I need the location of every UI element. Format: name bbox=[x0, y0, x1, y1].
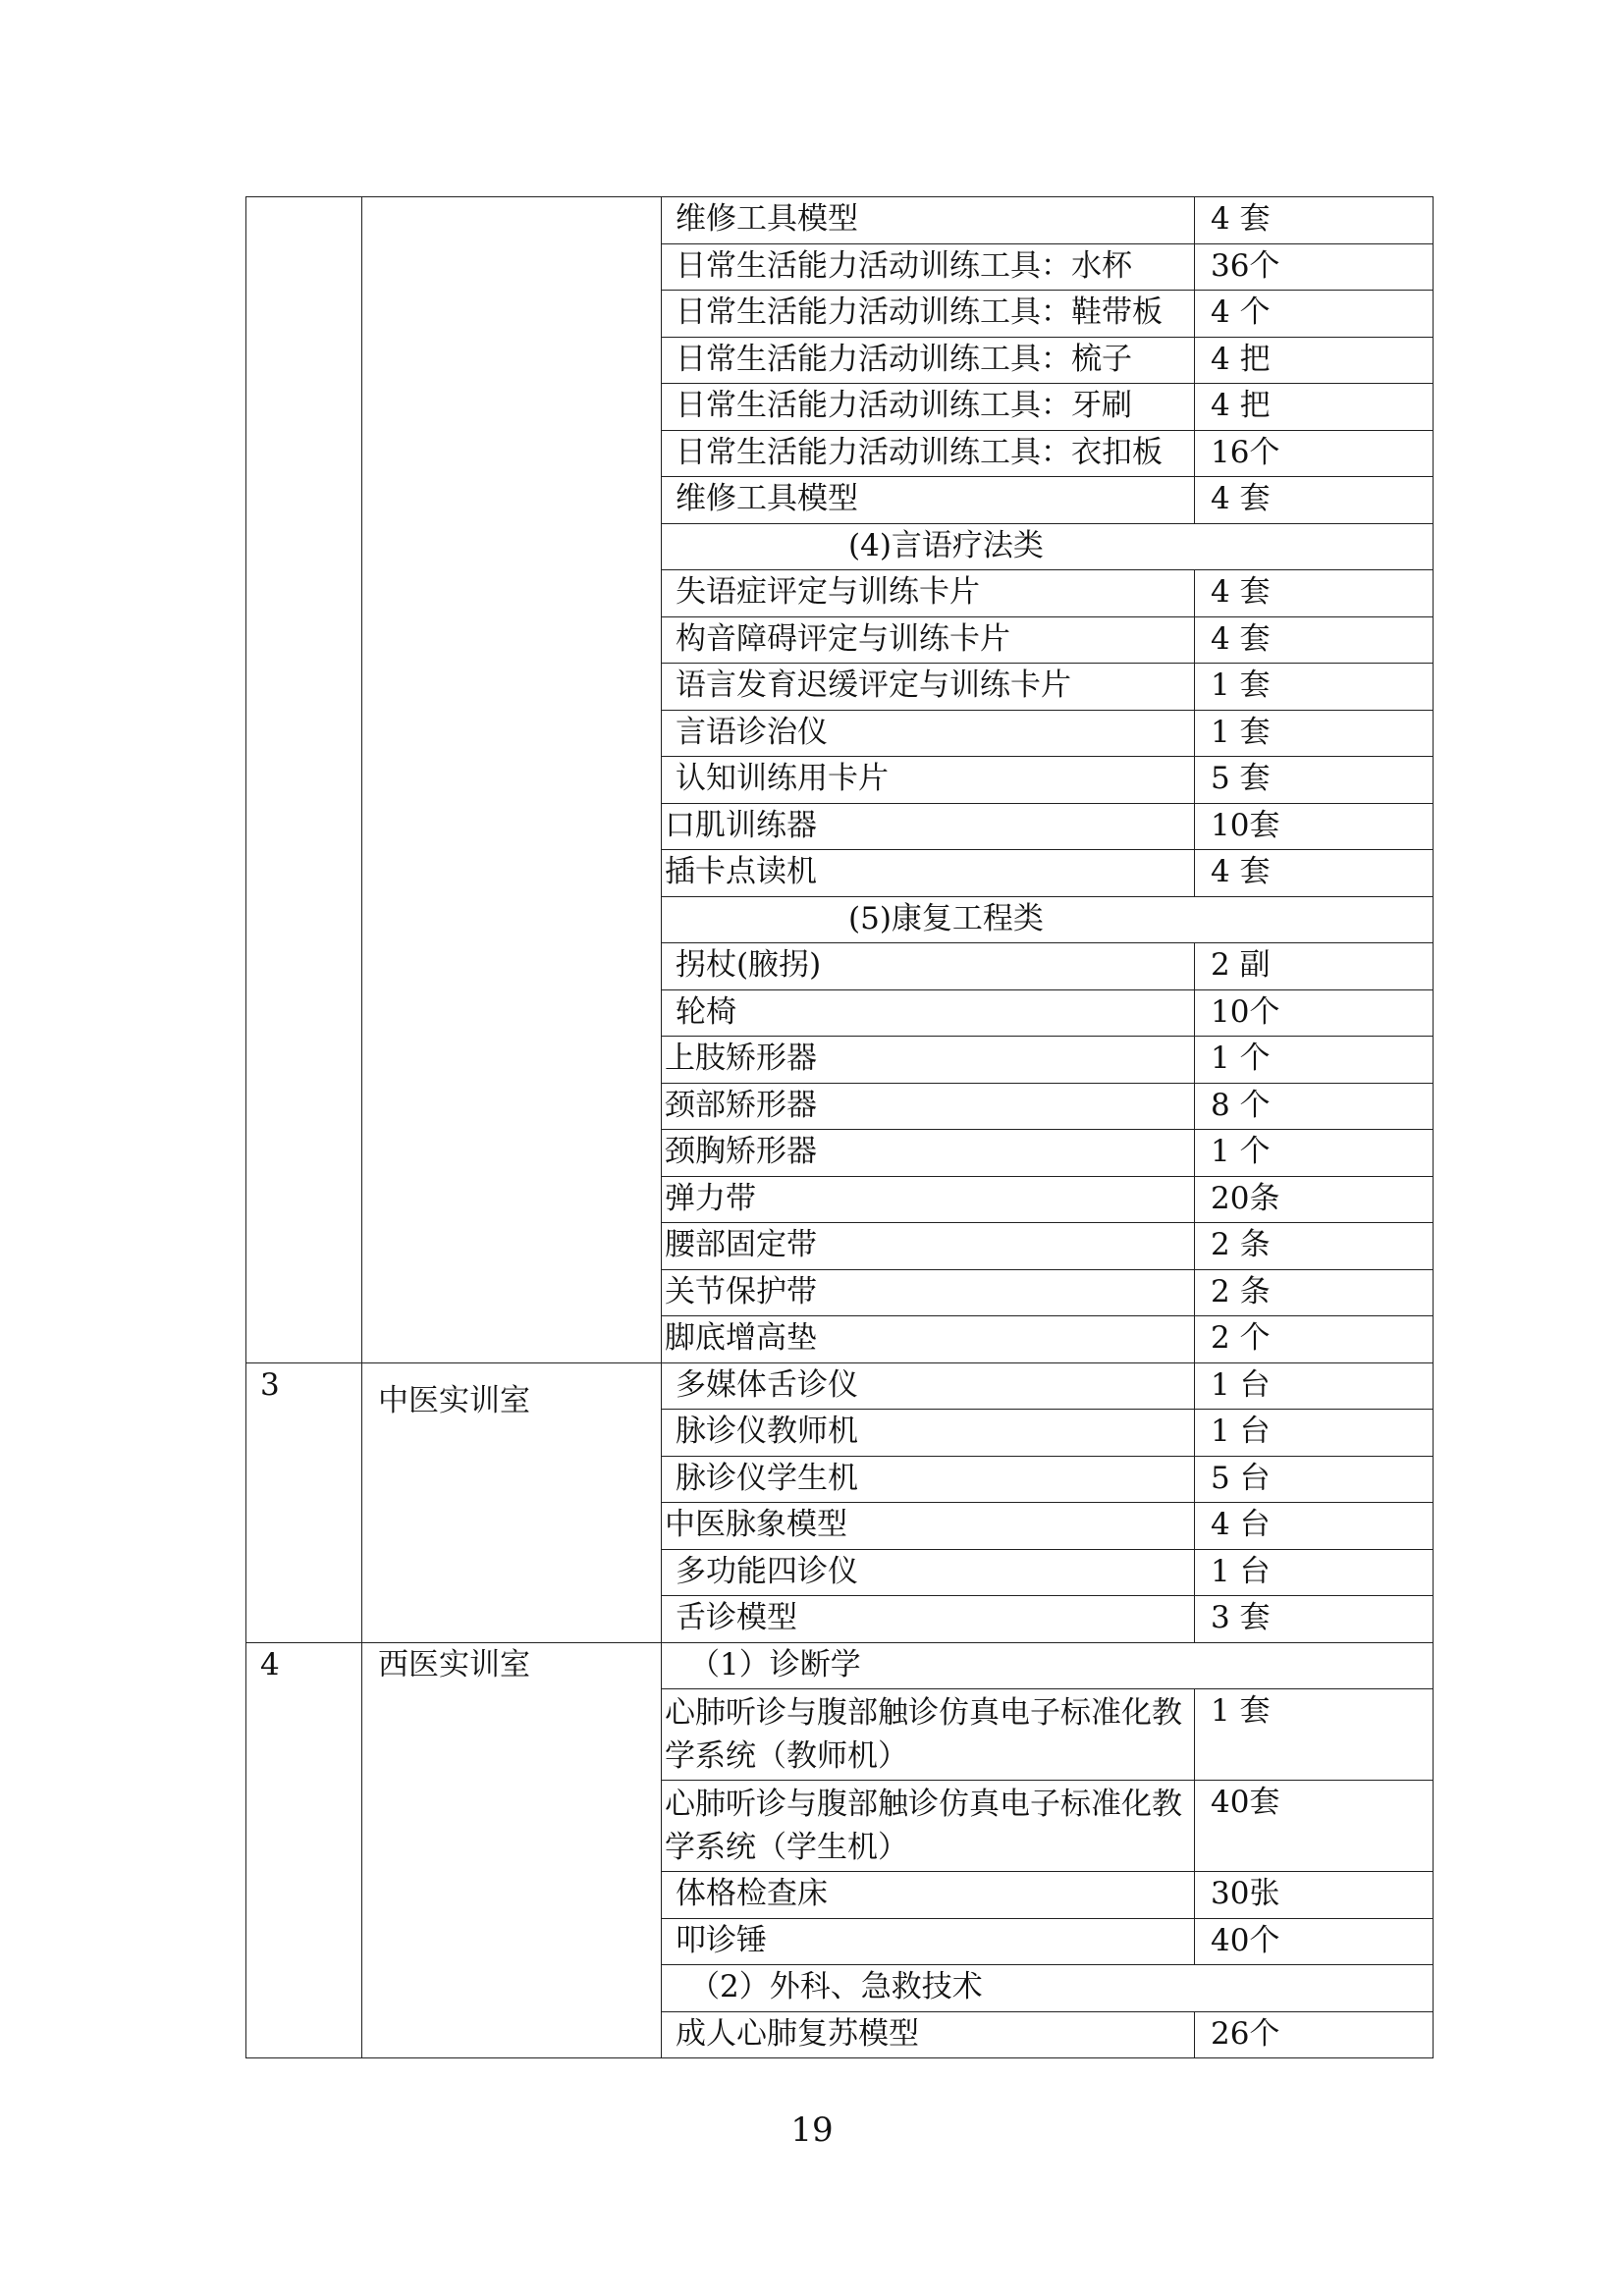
item-qty: 8 个 bbox=[1195, 1083, 1434, 1130]
item-name: 脉诊仪学生机 bbox=[662, 1456, 1195, 1503]
item-name: 拐杖(腋拐) bbox=[662, 943, 1195, 990]
item-qty: 1 台 bbox=[1195, 1362, 1434, 1410]
item-name: 插卡点读机 bbox=[662, 850, 1195, 897]
item-name: 心肺听诊与腹部触诊仿真电子标准化教学系统（学生机） bbox=[662, 1781, 1195, 1872]
item-qty: 4 套 bbox=[1195, 850, 1434, 897]
item-name: 心肺听诊与腹部触诊仿真电子标准化教学系统（教师机） bbox=[662, 1689, 1195, 1781]
item-name: 多功能四诊仪 bbox=[662, 1549, 1195, 1596]
item-name: 中医脉象模型 bbox=[662, 1503, 1195, 1550]
item-name: 日常生活能力活动训练工具：鞋带板 bbox=[662, 291, 1195, 338]
room-name: 西医实训室 bbox=[362, 1642, 662, 2058]
item-qty: 36个 bbox=[1195, 243, 1434, 291]
item-name: 弹力带 bbox=[662, 1176, 1195, 1223]
item-qty: 10套 bbox=[1195, 803, 1434, 850]
item-qty: 1 套 bbox=[1195, 664, 1434, 711]
table-row bbox=[246, 1362, 1434, 1410]
item-qty: 26个 bbox=[1195, 2011, 1434, 2058]
item-qty: 1 套 bbox=[1195, 710, 1434, 757]
item-name: 构音障碍评定与训练卡片 bbox=[662, 616, 1195, 664]
item-name: 关节保护带 bbox=[662, 1269, 1195, 1316]
item-qty: 4 套 bbox=[1195, 616, 1434, 664]
item-qty: 4 套 bbox=[1195, 570, 1434, 617]
item-qty: 10个 bbox=[1195, 989, 1434, 1037]
item-qty: 40个 bbox=[1195, 1918, 1434, 1965]
section-heading-diagnostics: （1）诊断学 bbox=[662, 1642, 1434, 1689]
item-qty: 4 把 bbox=[1195, 384, 1434, 431]
item-qty: 1 台 bbox=[1195, 1410, 1434, 1457]
item-qty: 2 副 bbox=[1195, 943, 1434, 990]
item-qty: 2 条 bbox=[1195, 1269, 1434, 1316]
item-name: 颈部矫形器 bbox=[662, 1083, 1195, 1130]
item-qty: 1 个 bbox=[1195, 1130, 1434, 1177]
item-name: 腰部固定带 bbox=[662, 1223, 1195, 1270]
item-name: 维修工具模型 bbox=[662, 477, 1195, 524]
item-qty: 1 个 bbox=[1195, 1037, 1434, 1084]
item-qty: 5 台 bbox=[1195, 1456, 1434, 1503]
item-name: 脚底增高垫 bbox=[662, 1316, 1195, 1363]
item-name: 舌诊模型 bbox=[662, 1596, 1195, 1643]
item-name: 体格检查床 bbox=[662, 1872, 1195, 1919]
item-qty: 2 条 bbox=[1195, 1223, 1434, 1270]
item-qty: 4 套 bbox=[1195, 477, 1434, 524]
item-name: 多媒体舌诊仪 bbox=[662, 1362, 1195, 1410]
room-number: 3 bbox=[246, 1362, 362, 1642]
room-number: 4 bbox=[246, 1642, 362, 2058]
page-number: 19 bbox=[790, 2110, 834, 2150]
item-qty: 40套 bbox=[1195, 1781, 1434, 1872]
section-heading-surgery: （2）外科、急救技术 bbox=[662, 1965, 1434, 2012]
item-name: 日常生活能力活动训练工具：梳子 bbox=[662, 337, 1195, 384]
item-name: 日常生活能力活动训练工具：水杯 bbox=[662, 243, 1195, 291]
equipment-table bbox=[245, 196, 1434, 2058]
item-qty: 4 套 bbox=[1195, 197, 1434, 244]
item-qty: 1 套 bbox=[1195, 1689, 1434, 1781]
section-heading-speech: (4)言语疗法类 bbox=[662, 523, 1434, 570]
item-qty: 16个 bbox=[1195, 430, 1434, 477]
item-name: 日常生活能力活动训练工具：衣扣板 bbox=[662, 430, 1195, 477]
item-name: 上肢矫形器 bbox=[662, 1037, 1195, 1084]
item-name: 脉诊仪教师机 bbox=[662, 1410, 1195, 1457]
item-name: 日常生活能力活动训练工具：牙刷 bbox=[662, 384, 1195, 431]
item-qty: 5 套 bbox=[1195, 757, 1434, 804]
room-name-cell bbox=[362, 197, 662, 1363]
item-qty: 30张 bbox=[1195, 1872, 1434, 1919]
item-qty: 20条 bbox=[1195, 1176, 1434, 1223]
item-qty: 3 套 bbox=[1195, 1596, 1434, 1643]
item-qty: 4 个 bbox=[1195, 291, 1434, 338]
section-heading-rehab: (5)康复工程类 bbox=[662, 896, 1434, 943]
item-qty: 1 台 bbox=[1195, 1549, 1434, 1596]
item-name: 失语症评定与训练卡片 bbox=[662, 570, 1195, 617]
item-qty: 4 把 bbox=[1195, 337, 1434, 384]
item-name: 言语诊治仪 bbox=[662, 710, 1195, 757]
item-name: 叩诊锤 bbox=[662, 1918, 1195, 1965]
item-qty: 2 个 bbox=[1195, 1316, 1434, 1363]
item-name: 颈胸矫形器 bbox=[662, 1130, 1195, 1177]
item-name: 口肌训练器 bbox=[662, 803, 1195, 850]
item-name: 维修工具模型 bbox=[662, 197, 1195, 244]
item-name: 语言发育迟缓评定与训练卡片 bbox=[662, 664, 1195, 711]
item-name: 认知训练用卡片 bbox=[662, 757, 1195, 804]
item-qty: 4 台 bbox=[1195, 1503, 1434, 1550]
room-number-cell bbox=[246, 197, 362, 1363]
item-name: 成人心肺复苏模型 bbox=[662, 2011, 1195, 2058]
item-name: 轮椅 bbox=[662, 989, 1195, 1037]
table-row bbox=[246, 197, 1434, 244]
section-row bbox=[246, 1642, 1434, 1689]
room-name: 中医实训室 bbox=[362, 1362, 662, 1642]
